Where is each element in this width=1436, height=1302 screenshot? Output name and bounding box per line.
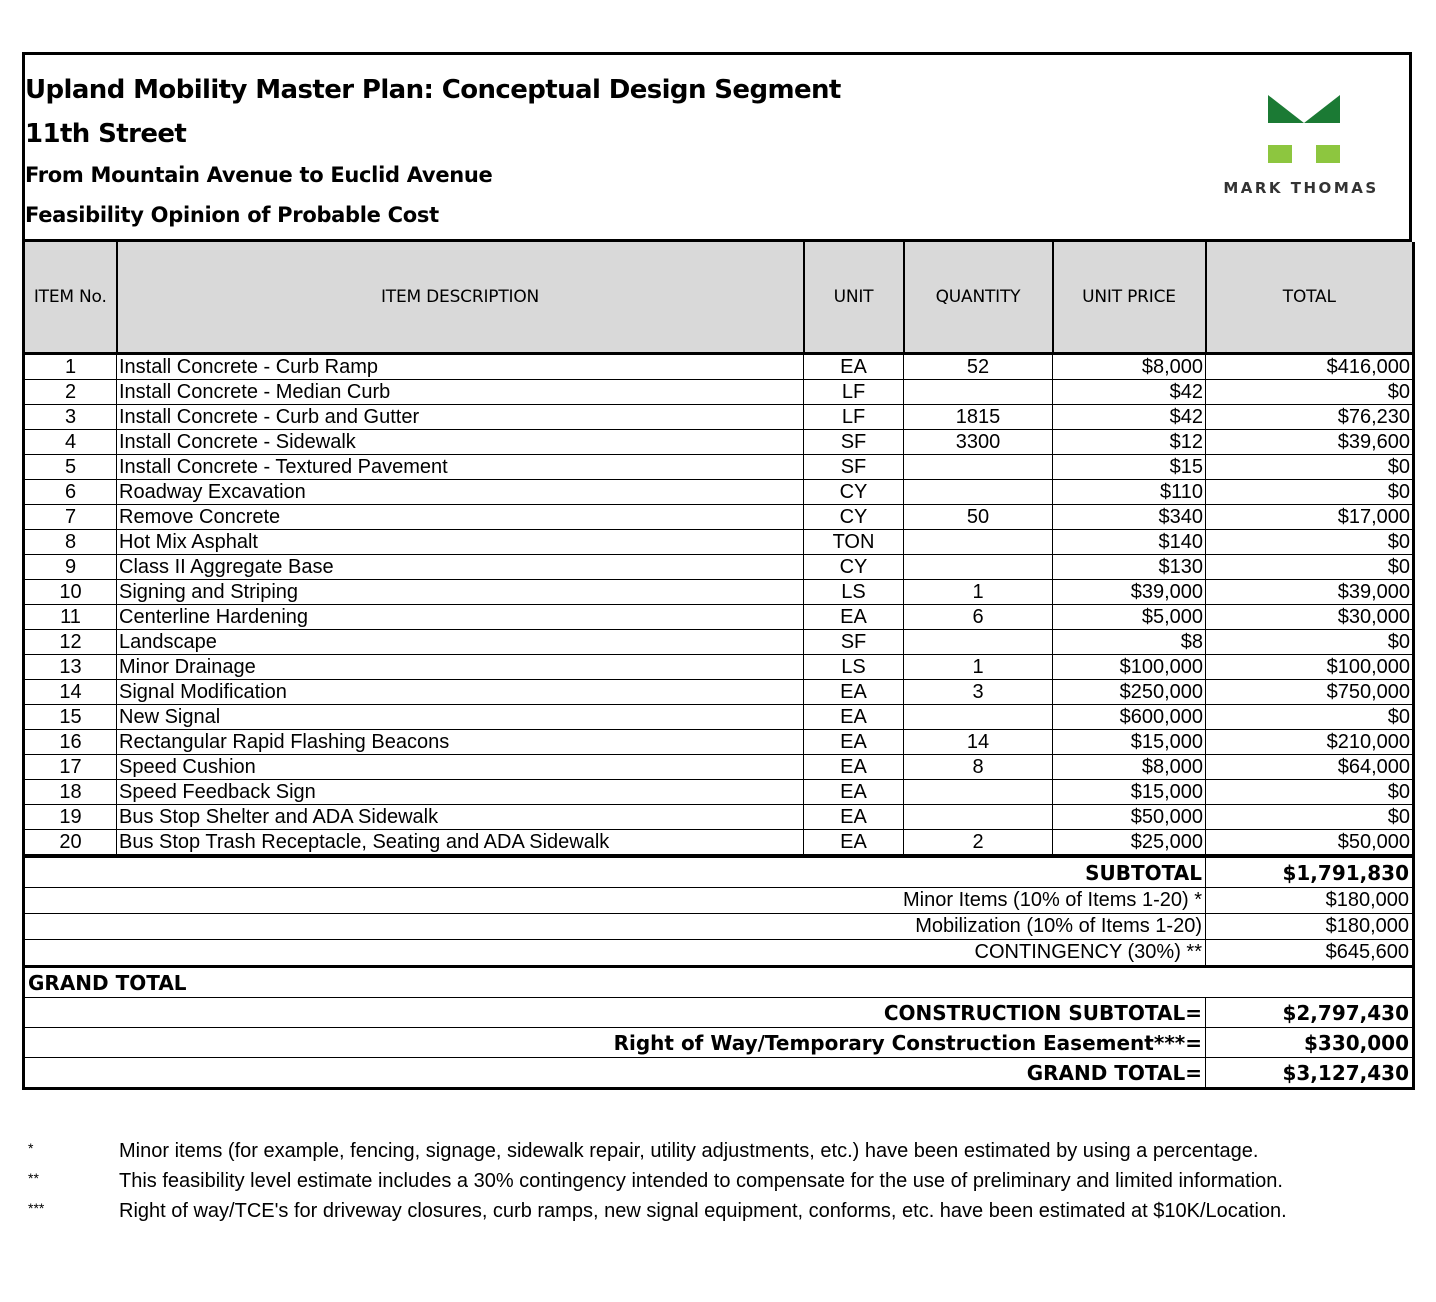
item-no-cell: 15 (24, 705, 117, 730)
cost-table (22, 242, 1415, 857)
item-no-cell: 1 (24, 354, 117, 380)
footnotes (28, 1140, 1408, 1226)
total-cell: $0 (1206, 630, 1414, 655)
total-cell: $0 (1206, 480, 1414, 505)
item-description-cell: Signing and Striping (117, 580, 804, 605)
item-description-cell: Bus Stop Trash Receptacle, Seating and ADA Sidewalk (117, 830, 804, 856)
col-unit-price: UNIT PRICE (1053, 242, 1206, 354)
construction-subtotal-label: CONSTRUCTION SUBTOTAL= (24, 998, 1206, 1028)
segment-limits: From Mountain Avenue to Euclid Avenue (25, 163, 493, 187)
item-no-cell: 6 (24, 480, 117, 505)
total-cell: $0 (1206, 555, 1414, 580)
footnote-text: Right of way/TCE's for driveway closures, curb ramps, new signal equipment, conforms, etc. have been estimated at $10K/Location. (119, 1200, 1287, 1222)
item-no-cell: 11 (24, 605, 117, 630)
unit-price-cell: $15,000 (1053, 730, 1206, 755)
item-description-cell: Landscape (117, 630, 804, 655)
item-no-cell: 3 (24, 405, 117, 430)
col-unit: UNIT (804, 242, 904, 354)
footnote (28, 1140, 1408, 1170)
total-cell: $50,000 (1206, 830, 1414, 856)
minor-items-value: $180,000 (1206, 888, 1414, 914)
grand-total-label: GRAND TOTAL= (24, 1058, 1206, 1089)
unit-cell: EA (804, 780, 904, 805)
construction-subtotal-row (24, 998, 1414, 1028)
item-no-cell: 9 (24, 555, 117, 580)
quantity-cell: 2 (904, 830, 1053, 856)
item-no-cell: 13 (24, 655, 117, 680)
unit-cell: LS (804, 580, 904, 605)
mark-thomas-logo (1211, 95, 1391, 205)
mark-thomas-logo-icon (1268, 95, 1340, 165)
footnote-text: This feasibility level estimate includes a 30% contingency intended to compensate for the use of preliminary and limited information. (119, 1170, 1283, 1192)
footnote-mark: ** (28, 1170, 39, 1186)
item-no-cell: 10 (24, 580, 117, 605)
quantity-cell (904, 555, 1053, 580)
unit-price-cell: $12 (1053, 430, 1206, 455)
total-cell: $64,000 (1206, 755, 1414, 780)
unit-price-cell: $100,000 (1053, 655, 1206, 680)
table-row (24, 505, 1414, 530)
grand-total-heading-row (24, 967, 1414, 998)
item-description-cell: Roadway Excavation (117, 480, 804, 505)
unit-cell: TON (804, 530, 904, 555)
total-cell: $76,230 (1206, 405, 1414, 430)
quantity-cell (904, 380, 1053, 405)
unit-price-cell: $25,000 (1053, 830, 1206, 856)
unit-cell: LS (804, 655, 904, 680)
table-row (24, 805, 1414, 830)
footnote-mark: *** (28, 1200, 45, 1216)
quantity-cell: 52 (904, 354, 1053, 380)
col-total: TOTAL (1206, 242, 1414, 354)
mobilization-label: Mobilization (10% of Items 1-20) (24, 914, 1206, 940)
subtotal-value: $1,791,830 (1206, 858, 1414, 888)
table-row (24, 530, 1414, 555)
table-row (24, 405, 1414, 430)
table-row (24, 354, 1414, 380)
unit-cell: EA (804, 755, 904, 780)
subtotal-row (24, 858, 1414, 888)
table-row (24, 555, 1414, 580)
unit-price-cell: $340 (1053, 505, 1206, 530)
document-title: Upland Mobility Master Plan: Conceptual Design Segment (25, 75, 841, 105)
item-description-cell: Install Concrete - Textured Pavement (117, 455, 804, 480)
subtotal-label: SUBTOTAL (24, 858, 1206, 888)
item-no-cell: 17 (24, 755, 117, 780)
footnote (28, 1170, 1408, 1200)
table-row (24, 430, 1414, 455)
quantity-cell (904, 805, 1053, 830)
grand-total-row (24, 1058, 1414, 1089)
item-description-cell: Bus Stop Shelter and ADA Sidewalk (117, 805, 804, 830)
unit-cell: LF (804, 380, 904, 405)
table-row (24, 605, 1414, 630)
total-cell: $416,000 (1206, 354, 1414, 380)
quantity-cell: 6 (904, 605, 1053, 630)
item-no-cell: 5 (24, 455, 117, 480)
summary-table (22, 857, 1415, 1090)
item-no-cell: 16 (24, 730, 117, 755)
contingency-value: $645,600 (1206, 940, 1414, 967)
item-no-cell: 4 (24, 430, 117, 455)
quantity-cell (904, 480, 1053, 505)
quantity-cell (904, 455, 1053, 480)
unit-price-cell: $130 (1053, 555, 1206, 580)
contingency-row (24, 940, 1414, 967)
item-description-cell: Speed Feedback Sign (117, 780, 804, 805)
table-row (24, 830, 1414, 856)
item-description-cell: Hot Mix Asphalt (117, 530, 804, 555)
total-cell: $39,000 (1206, 580, 1414, 605)
unit-price-cell: $250,000 (1053, 680, 1206, 705)
grand-total-heading: GRAND TOTAL (24, 967, 1414, 998)
quantity-cell: 8 (904, 755, 1053, 780)
item-description-cell: Install Concrete - Curb and Gutter (117, 405, 804, 430)
item-no-cell: 20 (24, 830, 117, 856)
table-row (24, 730, 1414, 755)
table-header-row (24, 242, 1414, 354)
table-row (24, 780, 1414, 805)
quantity-cell: 3300 (904, 430, 1053, 455)
document-header (22, 52, 1412, 242)
unit-price-cell: $8 (1053, 630, 1206, 655)
unit-price-cell: $42 (1053, 405, 1206, 430)
total-cell: $17,000 (1206, 505, 1414, 530)
item-description-cell: Install Concrete - Curb Ramp (117, 354, 804, 380)
item-no-cell: 18 (24, 780, 117, 805)
cost-estimate-document (22, 52, 1412, 1090)
table-row (24, 455, 1414, 480)
item-no-cell: 12 (24, 630, 117, 655)
logo-wordmark: MARK THOMAS (1223, 179, 1379, 197)
item-description-cell: Speed Cushion (117, 755, 804, 780)
unit-price-cell: $5,000 (1053, 605, 1206, 630)
unit-cell: CY (804, 505, 904, 530)
col-quantity: QUANTITY (904, 242, 1053, 354)
item-description-cell: New Signal (117, 705, 804, 730)
item-no-cell: 7 (24, 505, 117, 530)
footnote-mark: * (28, 1140, 34, 1156)
item-no-cell: 19 (24, 805, 117, 830)
unit-cell: CY (804, 555, 904, 580)
grand-total-value: $3,127,430 (1206, 1058, 1414, 1089)
total-cell: $210,000 (1206, 730, 1414, 755)
unit-cell: EA (804, 730, 904, 755)
unit-cell: SF (804, 430, 904, 455)
mobilization-value: $180,000 (1206, 914, 1414, 940)
unit-cell: EA (804, 605, 904, 630)
document-subtitle: Feasibility Opinion of Probable Cost (25, 203, 439, 227)
total-cell: $30,000 (1206, 605, 1414, 630)
unit-cell: EA (804, 830, 904, 856)
unit-cell: SF (804, 630, 904, 655)
unit-price-cell: $50,000 (1053, 805, 1206, 830)
quantity-cell (904, 630, 1053, 655)
total-cell: $100,000 (1206, 655, 1414, 680)
item-description-cell: Signal Modification (117, 680, 804, 705)
street-name: 11th Street (25, 119, 187, 149)
quantity-cell (904, 530, 1053, 555)
total-cell: $0 (1206, 705, 1414, 730)
total-cell: $0 (1206, 805, 1414, 830)
quantity-cell: 50 (904, 505, 1053, 530)
table-row (24, 480, 1414, 505)
item-description-cell: Remove Concrete (117, 505, 804, 530)
minor-items-label: Minor Items (10% of Items 1-20) * (24, 888, 1206, 914)
unit-price-cell: $15 (1053, 455, 1206, 480)
minor-items-row (24, 888, 1414, 914)
unit-price-cell: $140 (1053, 530, 1206, 555)
quantity-cell: 1815 (904, 405, 1053, 430)
total-cell: $0 (1206, 380, 1414, 405)
table-row (24, 705, 1414, 730)
right-of-way-label: Right of Way/Temporary Construction Easement***= (24, 1028, 1206, 1058)
unit-price-cell: $15,000 (1053, 780, 1206, 805)
total-cell: $0 (1206, 780, 1414, 805)
table-row (24, 380, 1414, 405)
unit-price-cell: $8,000 (1053, 755, 1206, 780)
footnote-text: Minor items (for example, fencing, signage, sidewalk repair, utility adjustments, etc.) have been estimated by using a percentage. (119, 1140, 1259, 1162)
table-row (24, 580, 1414, 605)
unit-price-cell: $8,000 (1053, 354, 1206, 380)
unit-cell: EA (804, 354, 904, 380)
unit-price-cell: $110 (1053, 480, 1206, 505)
quantity-cell (904, 705, 1053, 730)
table-row (24, 630, 1414, 655)
item-description-cell: Minor Drainage (117, 655, 804, 680)
total-cell: $750,000 (1206, 680, 1414, 705)
total-cell: $0 (1206, 455, 1414, 480)
item-description-cell: Install Concrete - Sidewalk (117, 430, 804, 455)
quantity-cell: 3 (904, 680, 1053, 705)
item-description-cell: Centerline Hardening (117, 605, 804, 630)
construction-subtotal-value: $2,797,430 (1206, 998, 1414, 1028)
col-item-no: ITEM No. (24, 242, 117, 354)
quantity-cell: 1 (904, 580, 1053, 605)
quantity-cell (904, 780, 1053, 805)
unit-price-cell: $42 (1053, 380, 1206, 405)
contingency-label: CONTINGENCY (30%) ** (24, 940, 1206, 967)
item-description-cell: Rectangular Rapid Flashing Beacons (117, 730, 804, 755)
unit-price-cell: $39,000 (1053, 580, 1206, 605)
col-item-description: ITEM DESCRIPTION (117, 242, 804, 354)
unit-cell: EA (804, 805, 904, 830)
item-description-cell: Class II Aggregate Base (117, 555, 804, 580)
right-of-way-value: $330,000 (1206, 1028, 1414, 1058)
table-row (24, 680, 1414, 705)
unit-cell: SF (804, 455, 904, 480)
right-of-way-row (24, 1028, 1414, 1058)
quantity-cell: 1 (904, 655, 1053, 680)
unit-cell: EA (804, 680, 904, 705)
table-row (24, 755, 1414, 780)
item-description-cell: Install Concrete - Median Curb (117, 380, 804, 405)
mobilization-row (24, 914, 1414, 940)
table-row (24, 655, 1414, 680)
item-no-cell: 14 (24, 680, 117, 705)
total-cell: $39,600 (1206, 430, 1414, 455)
item-no-cell: 2 (24, 380, 117, 405)
unit-cell: EA (804, 705, 904, 730)
footnote (28, 1200, 1408, 1226)
unit-cell: CY (804, 480, 904, 505)
unit-cell: LF (804, 405, 904, 430)
total-cell: $0 (1206, 530, 1414, 555)
quantity-cell: 14 (904, 730, 1053, 755)
unit-price-cell: $600,000 (1053, 705, 1206, 730)
item-no-cell: 8 (24, 530, 117, 555)
